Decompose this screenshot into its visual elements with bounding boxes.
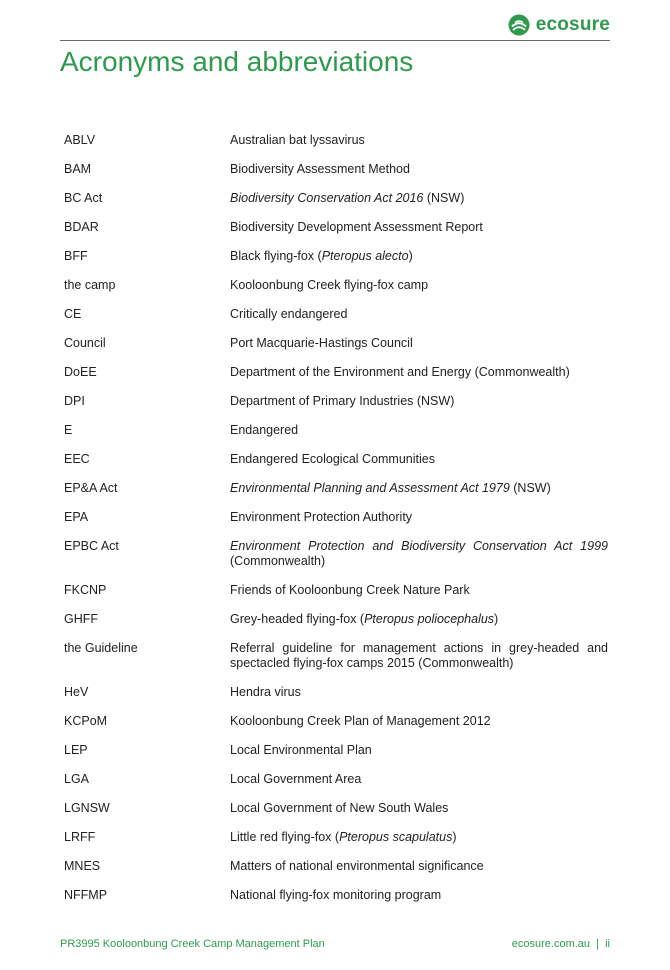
glossary-definition xyxy=(230,278,608,293)
glossary-term: DoEE xyxy=(64,365,97,379)
glossary-row xyxy=(64,191,608,206)
glossary-definition xyxy=(230,249,608,264)
glossary-definition xyxy=(230,510,608,525)
glossary-row xyxy=(64,162,608,177)
definition-segment: (NSW) xyxy=(509,481,551,495)
ecosure-logo xyxy=(508,14,610,36)
glossary-term: BDAR xyxy=(64,220,99,234)
footer-document-title: PR3995 Kooloonbung Creek Camp Management Plan xyxy=(60,938,325,950)
glossary-row xyxy=(64,772,608,787)
glossary-term: LEP xyxy=(64,743,88,757)
glossary-definition xyxy=(230,714,608,729)
glossary-definition xyxy=(230,830,608,845)
glossary-definition xyxy=(230,772,608,787)
glossary-term: ABLV xyxy=(64,133,96,147)
glossary-term: GHFF xyxy=(64,612,99,626)
glossary-term: the Guideline xyxy=(64,641,138,655)
glossary-term: KCPoM xyxy=(64,714,108,728)
definition-segment: Australian bat lyssavirus xyxy=(230,133,365,147)
glossary-term: E xyxy=(64,423,73,437)
definition-segment: ) xyxy=(408,249,413,263)
definition-italic-segment: Pteropus poliocephalus xyxy=(364,612,495,626)
glossary-definition xyxy=(230,481,608,496)
glossary-row xyxy=(64,481,608,496)
glossary-row xyxy=(64,365,608,380)
definition-segment: Local Government of New South Wales xyxy=(230,801,449,815)
glossary-row xyxy=(64,394,608,409)
glossary-definition xyxy=(230,801,608,816)
glossary-row xyxy=(64,859,608,874)
definition-segment: ) xyxy=(494,612,499,626)
definition-segment: Black flying-fox ( xyxy=(230,249,322,263)
definition-segment: Little red flying-fox ( xyxy=(230,830,340,844)
glossary-definition xyxy=(230,133,608,148)
glossary-row xyxy=(64,336,608,351)
definition-segment: National flying-fox monitoring program xyxy=(230,888,442,902)
glossary-row xyxy=(64,743,608,758)
page-footer xyxy=(60,938,610,950)
definition-segment: Endangered xyxy=(230,423,299,437)
definition-segment: Matters of national environmental significance xyxy=(230,859,484,873)
glossary-definition xyxy=(230,394,608,409)
footer-site-page: ecosure.com.au | ii xyxy=(511,938,610,950)
glossary-definition xyxy=(230,307,608,322)
glossary-term: EPBC Act xyxy=(64,539,119,553)
definition-segment: Department of the Environment and Energy (Commonwealth) xyxy=(230,365,570,379)
glossary-term: LRFF xyxy=(64,830,96,844)
leaf-circle-icon xyxy=(508,14,530,36)
definition-segment: Hendra virus xyxy=(230,685,301,699)
glossary-definition xyxy=(230,452,608,467)
definition-italic-segment: Biodiversity Conservation Act 2016 xyxy=(230,191,424,205)
glossary-term: FKCNP xyxy=(64,583,107,597)
definition-segment: Environment Protection Authority xyxy=(230,510,413,524)
definition-italic-segment: Pteropus alecto xyxy=(321,249,409,263)
definition-italic-segment: Environmental Planning and Assessment Act 1979 xyxy=(230,481,510,495)
glossary-row xyxy=(64,539,608,569)
glossary-row xyxy=(64,801,608,816)
glossary-definition xyxy=(230,191,608,206)
glossary-term: the camp xyxy=(64,278,116,292)
glossary-term: Council xyxy=(64,336,106,350)
definition-segment: (Commonwealth) xyxy=(230,554,326,568)
definition-italic-segment: Environment Protection and Biodiversity Conservation Act 1999 xyxy=(230,539,608,553)
glossary-row xyxy=(64,641,608,671)
glossary-definition xyxy=(230,220,608,235)
glossary-definition xyxy=(230,888,608,903)
glossary-term: EEC xyxy=(64,452,90,466)
definition-segment: Local Environmental Plan xyxy=(230,743,372,757)
glossary-term: NFFMP xyxy=(64,888,108,902)
glossary-definition xyxy=(230,685,608,700)
definition-segment: Grey-headed flying-fox ( xyxy=(230,612,365,626)
glossary-definition xyxy=(230,539,608,569)
glossary-row xyxy=(64,452,608,467)
glossary-row xyxy=(64,888,608,903)
definition-segment: Department of Primary Industries (NSW) xyxy=(230,394,455,408)
glossary-term: LGA xyxy=(64,772,90,786)
definition-italic-segment: Pteropus scapulatus xyxy=(339,830,453,844)
glossary-term: BC Act xyxy=(64,191,103,205)
glossary-row xyxy=(64,133,608,148)
logo-text: ecosure xyxy=(535,14,610,35)
page-title: Acronyms and abbreviations xyxy=(60,46,414,77)
definition-segment: Endangered Ecological Communities xyxy=(230,452,435,466)
definition-segment: Referral guideline for management actions in grey-headed and spectacled flying-fox camps 2015 (Commonwealth) xyxy=(230,641,608,670)
glossary-definition xyxy=(230,423,608,438)
definition-segment: ) xyxy=(452,830,457,844)
glossary-term: EP&A Act xyxy=(64,481,118,495)
glossary-row xyxy=(64,423,608,438)
definition-segment: Critically endangered xyxy=(230,307,348,321)
glossary-row xyxy=(64,612,608,627)
glossary-row xyxy=(64,278,608,293)
glossary-row xyxy=(64,249,608,264)
header-rule xyxy=(60,40,610,41)
glossary-row xyxy=(64,583,608,598)
glossary-term: EPA xyxy=(64,510,89,524)
definition-segment: Kooloonbung Creek Plan of Management 2012 xyxy=(230,714,491,728)
glossary-row xyxy=(64,510,608,525)
glossary-term: LGNSW xyxy=(64,801,110,815)
glossary-definition xyxy=(230,336,608,351)
definition-segment: (NSW) xyxy=(423,191,465,205)
definition-segment: Biodiversity Development Assessment Report xyxy=(230,220,483,234)
definition-segment: Friends of Kooloonbung Creek Nature Park xyxy=(230,583,470,597)
definition-segment: Kooloonbung Creek flying-fox camp xyxy=(230,278,429,292)
glossary-definition xyxy=(230,162,608,177)
definition-segment: Port Macquarie-Hastings Council xyxy=(230,336,413,350)
glossary-list xyxy=(64,133,608,917)
glossary-term: MNES xyxy=(64,859,101,873)
glossary-term: DPI xyxy=(64,394,85,408)
glossary-term: HeV xyxy=(64,685,89,699)
glossary-row xyxy=(64,685,608,700)
glossary-definition xyxy=(230,743,608,758)
glossary-row xyxy=(64,220,608,235)
glossary-definition xyxy=(230,641,608,671)
glossary-term: BFF xyxy=(64,249,88,263)
glossary-row xyxy=(64,307,608,322)
glossary-definition xyxy=(230,612,608,627)
glossary-term: BAM xyxy=(64,162,92,176)
glossary-definition xyxy=(230,859,608,874)
glossary-row xyxy=(64,714,608,729)
glossary-term: CE xyxy=(64,307,82,321)
glossary-definition xyxy=(230,365,608,380)
glossary-definition xyxy=(230,583,608,598)
glossary-row xyxy=(64,830,608,845)
definition-segment: Biodiversity Assessment Method xyxy=(230,162,410,176)
definition-segment: Local Government Area xyxy=(230,772,362,786)
